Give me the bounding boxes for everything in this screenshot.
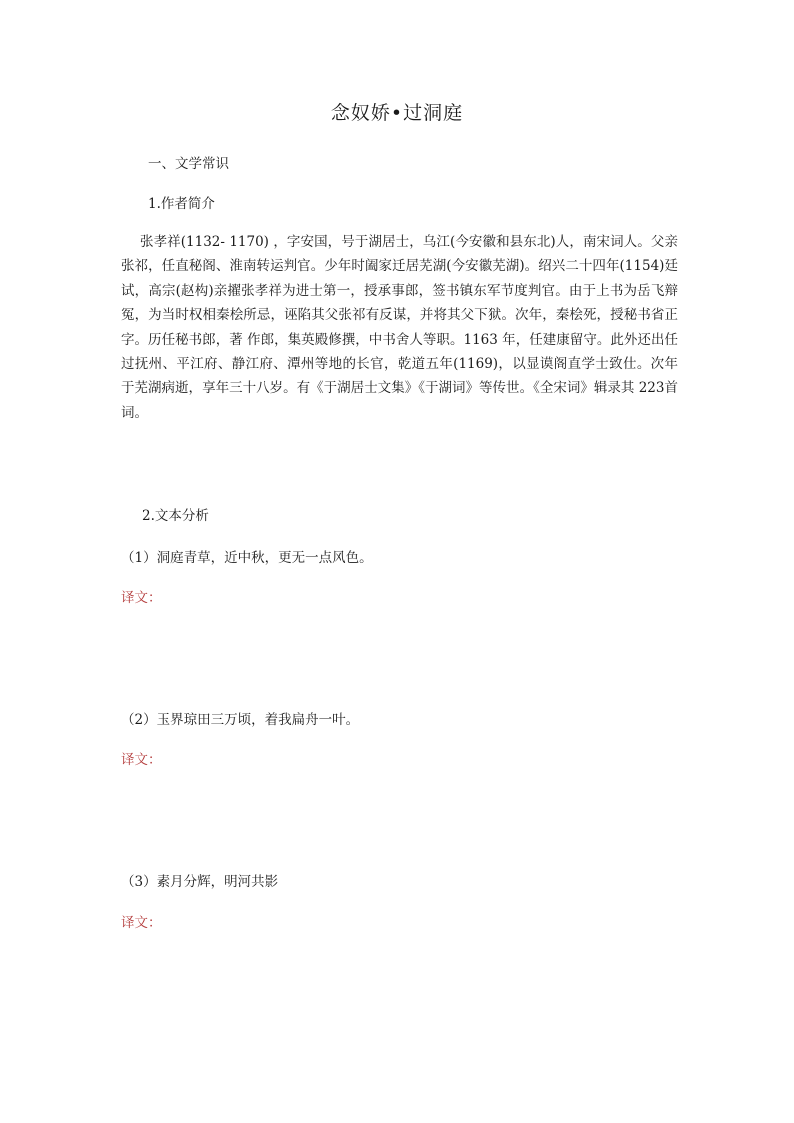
translation-label-3: 译文： [121, 915, 162, 931]
poem-line-2: （2）玉界琼田三万顷，着我扁舟一叶。 [121, 712, 360, 728]
translation-label-1: 译文： [121, 590, 162, 606]
subheading-author-intro: 1.作者简介 [148, 196, 215, 212]
author-bio-paragraph: 张孝祥(1132- 1170) ，字安国，号于湖居士，乌江(今安徽和县东北)人，南宋词人。父亲张祁，任直秘阁、淮南转运判官。少年时阖家迁居芜湖(今安徽芜湖)。绍兴二十四年(1154)廷试，高宗(赵构)亲擢张孝祥为进士第一，授承事郎，签书镇东军节度判官。由于上书为岳飞辩冤，为当时权相秦桧所忌，诬陷其父张祁有反谋，并将其父下狱。次年，秦桧死，授秘书省正字。历任秘书郎，著 作郎，集英殿修撰，中书舍人等职。1163 年，任建康留守。此外还出任过抚州、平江府、静江府、潭州等地的长官，乾道五年(1169)，以显谟阁直学士致仕。次年于芜湖病逝，享年三十八岁。有《于湖居士文集》《于湖词》等传世。《全宋词》辑录其 223首词。 [121, 234, 678, 421]
subheading-text-analysis: 2.文本分析 [142, 508, 209, 524]
section-heading-literary-knowledge: 一、文学常识 [148, 156, 229, 172]
page-title: 念奴娇•过洞庭 [330, 102, 464, 124]
poem-line-3: （3）素月分辉，明河共影 [121, 874, 279, 890]
poem-line-1: （1）洞庭青草，近中秋，更无一点风色。 [121, 550, 373, 566]
translation-label-2: 译文： [121, 752, 162, 768]
